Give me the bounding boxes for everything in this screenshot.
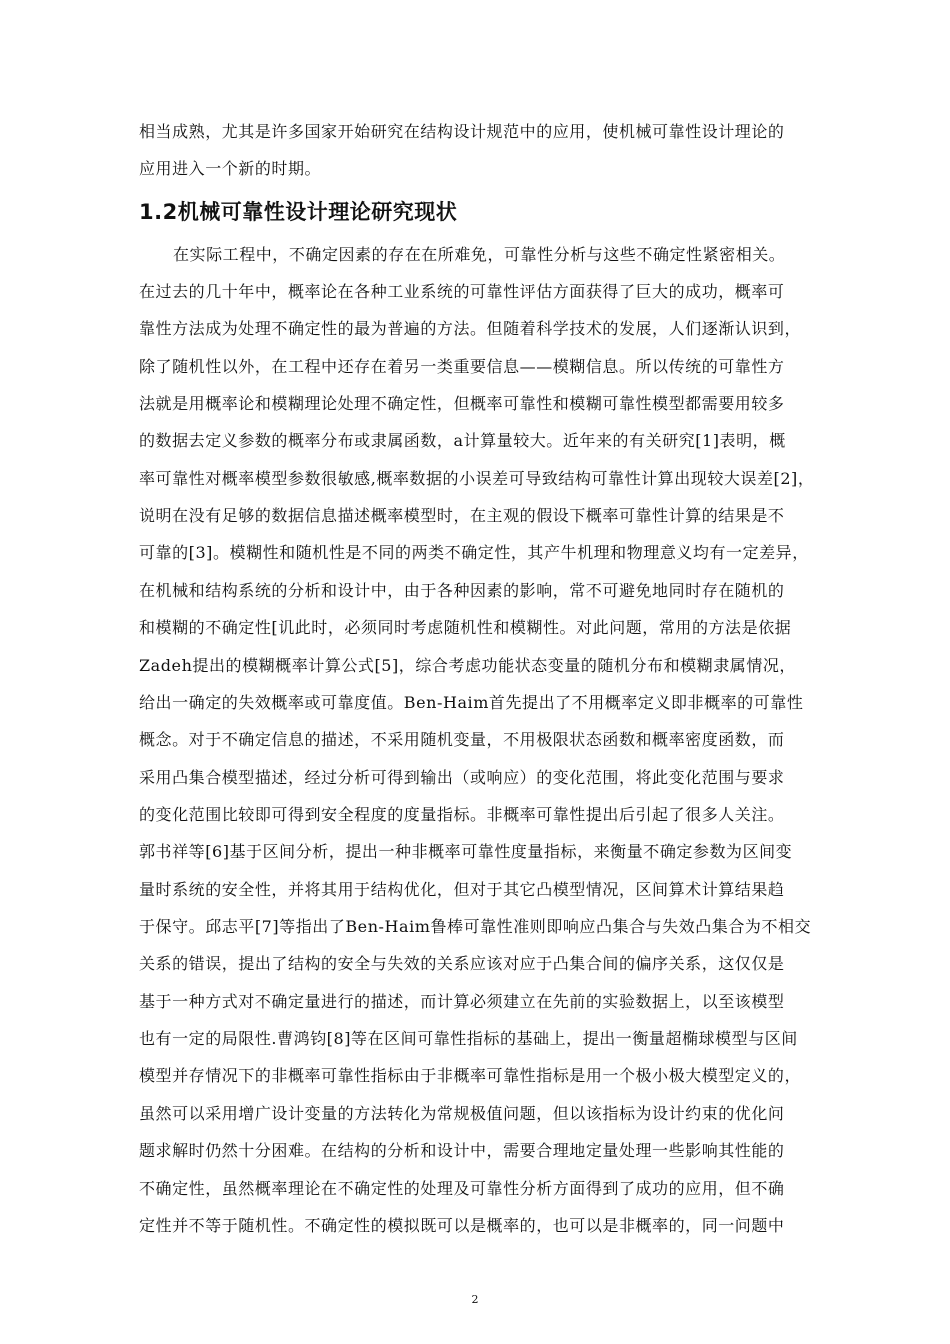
- body-line: 和模糊的不确定性[讥此时，必须同时考虑随机性和模糊性。对此问题，常用的方法是依据: [139, 618, 792, 637]
- body-line: 模型并存情况下的非概率可靠性指标由于非概率可靠性指标是用一个极小极大模型定义的，: [139, 1066, 802, 1085]
- body-line: 也有一定的局限性.曹鸿钧[8]等在区间可靠性指标的基础上，提出一衡量超椭球模型与区间: [139, 1029, 798, 1048]
- page-number: 2: [471, 1293, 479, 1306]
- body-line: 关系的错误，提出了结构的安全与失效的关系应该对应于凸集合间的偏序关系，这仅仅是: [139, 954, 785, 973]
- body-line: 郭书祥等[6]基于区间分析，提出一种非概率可靠性度量指标，来衡量不确定参数为区间变: [139, 842, 793, 861]
- body-line: 法就是用概率论和模糊理论处理不确定性，但概率可靠性和模糊可靠性模型都需要用较多: [139, 394, 785, 413]
- body-line: 基于一种方式对不确定量进行的描述，而计算必须建立在先前的实验数据上，以至该模型: [139, 992, 785, 1011]
- body-line: 量时系统的安全性，并将其用于结构优化，但对于其它凸模型情况，区间算术计算结果趋: [139, 880, 785, 899]
- body-line: 虽然可以采用增广设计变量的方法转化为常规极值问题，但以该指标为设计约束的优化问: [139, 1104, 785, 1123]
- body-line: 的变化范围比较即可得到安全程度的度量指标。非概率可靠性提出后引起了很多人关注。: [139, 805, 785, 824]
- body-line: 在过去的几十年中，概率论在各种工业系统的可靠性评估方面获得了巨大的成功，概率可: [139, 282, 785, 301]
- body-line: 靠性方法成为处理不确定性的最为普遍的方法。但随着科学技术的发展，人们逐渐认识到，: [139, 319, 802, 338]
- body-line: 采用凸集合模型描述，经过分析可得到输出（或响应）的变化范围，将此变化范围与要求: [139, 768, 785, 787]
- body-line: 的数据去定义参数的概率分布或隶属函数，a计算量较大。近年来的有关研究[1]表明，概: [139, 431, 786, 450]
- body-line: 除了随机性以外，在工程中还存在着另一类重要信息——模糊信息。所以传统的可靠性方: [139, 357, 785, 376]
- body-line: 给出一确定的失效概率或可靠度值。Ben-Haim首先提出了不用概率定义即非概率的可靠性: [139, 693, 804, 712]
- body-line: 可靠的[3]。模糊性和随机性是不同的两类不确定性，其产牛机理和物理意义均有一定差异，: [139, 543, 809, 562]
- body-line: 说明在没有足够的数据信息描述概率模型时，在主观的假设下概率可靠性计算的结果是不: [139, 506, 785, 525]
- body-line: 在实际工程中，不确定因素的存在在所难免，可靠性分析与这些不确定性紧密相关。: [173, 245, 786, 264]
- body-line: 定性并不等于随机性。不确定性的模拟既可以是概率的，也可以是非概率的，同一问题中: [139, 1216, 785, 1235]
- body-line: 题求解时仍然十分困难。在结构的分析和设计中，需要合理地定量处理一些影响其性能的: [139, 1141, 785, 1160]
- body-line: Zadeh提出的模糊概率计算公式[5]，综合考虑功能状态变量的随机分布和模糊隶属情况，: [139, 656, 796, 675]
- body-line: 概念。对于不确定信息的描述，不采用随机变量，不用极限状态函数和概率密度函数，而: [139, 730, 785, 749]
- intro-line: 应用进入一个新的时期。: [139, 159, 322, 178]
- body-line: 不确定性，虽然概率理论在不确定性的处理及可靠性分析方面得到了成功的应用，但不确: [139, 1179, 785, 1198]
- section-heading: 1.2机械可靠性设计理论研究现状: [139, 200, 458, 224]
- body-line: 在机械和结构系统的分析和设计中，由于各种因素的影响，常不可避免地同时存在随机的: [139, 581, 785, 600]
- body-line: 于保守。邱志平[7]等指出了Ben-Haim鲁棒可靠性准则即响应凸集合与失效凸集合为不相交: [139, 917, 812, 936]
- body-line: 率可靠性对概率模型参数很敏感,概率数据的小误差可导致结构可靠性计算出现较大误差[2]，: [139, 469, 815, 488]
- intro-line: 相当成熟，尤其是许多国家开始研究在结构设计规范中的应用，使机械可靠性设计理论的: [139, 122, 785, 141]
